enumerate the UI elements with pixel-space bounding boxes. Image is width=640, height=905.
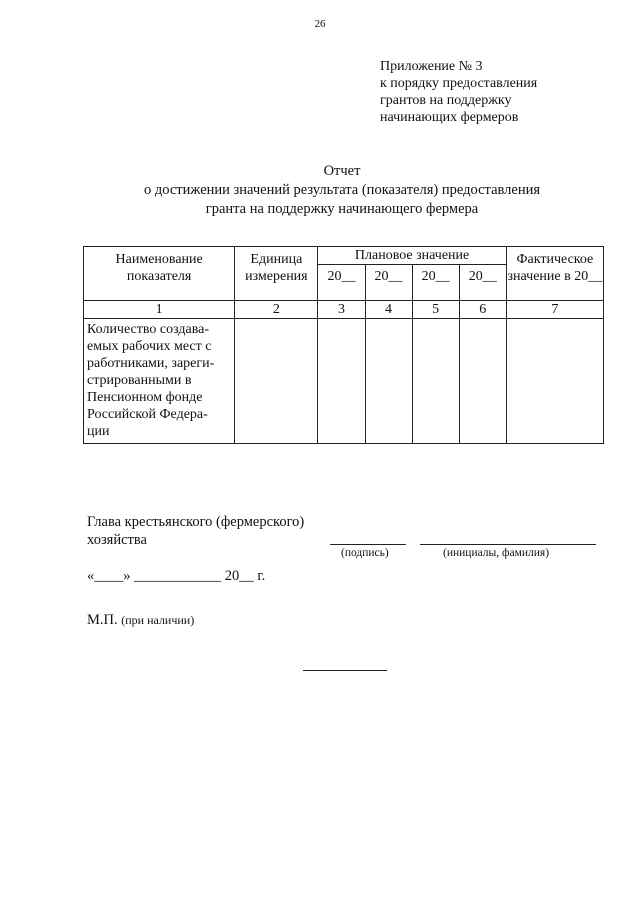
- seal-note: (при наличии): [121, 613, 195, 627]
- head-of-farm-label: [87, 513, 304, 549]
- name-caption: (инициалы, фамилия): [443, 547, 550, 559]
- column-number-2: 2: [235, 301, 318, 319]
- column-number-3: 3: [318, 301, 365, 319]
- indicator-name-cell: Количество создава- емых рабочих мест с работниками, зареги- стрированными в Пенсионном фонде Российской Федера- ции: [84, 319, 235, 444]
- unit-cell[interactable]: [235, 319, 318, 444]
- appendix-line-4: начинающих фермеров: [380, 110, 519, 125]
- header-planned-value: Плановое значение: [318, 247, 506, 265]
- signature-line[interactable]: [330, 544, 406, 545]
- appendix-line-3: грантов на поддержку: [380, 93, 512, 108]
- appendix-line-2: к порядку предоставления: [380, 76, 538, 91]
- plan-value-cell-2[interactable]: [365, 319, 412, 444]
- seal-label: [87, 612, 194, 629]
- appendix-header: [380, 58, 537, 126]
- column-number-1: 1: [84, 301, 235, 319]
- year-cell-1: 20__: [318, 265, 365, 301]
- report-title: [0, 162, 640, 219]
- head-label-line-2: хозяйства: [87, 532, 147, 548]
- seal-text: М.П.: [87, 612, 118, 628]
- head-label-line-1: Глава крестьянского (фермерского): [87, 514, 305, 530]
- name-line[interactable]: [420, 544, 596, 545]
- table-row: [84, 319, 604, 444]
- appendix-line-1: Приложение № 3: [380, 59, 483, 74]
- column-number-7: 7: [506, 301, 603, 319]
- indicator-table: [83, 246, 604, 444]
- plan-value-cell-3[interactable]: [412, 319, 459, 444]
- column-number-4: 4: [365, 301, 412, 319]
- header-actual-value: Фактическое значение в 20__: [506, 247, 603, 301]
- title-line-1: Отчет: [323, 163, 361, 179]
- title-line-2: о достижении значений результата (показателя) предоставления: [143, 182, 541, 198]
- column-number-5: 5: [412, 301, 459, 319]
- header-indicator-name: Наименование показателя: [84, 247, 235, 301]
- year-cell-3: 20__: [412, 265, 459, 301]
- plan-value-cell-4[interactable]: [459, 319, 506, 444]
- end-divider: [303, 670, 387, 671]
- year-cell-2: 20__: [365, 265, 412, 301]
- header-unit: Единица измерения: [235, 247, 318, 301]
- year-cell-4: 20__: [459, 265, 506, 301]
- title-line-3: гранта на поддержку начинающего фермера: [205, 201, 479, 217]
- plan-value-cell-1[interactable]: [318, 319, 365, 444]
- page-number: 26: [314, 18, 326, 30]
- actual-value-cell[interactable]: [506, 319, 603, 444]
- signature-caption: (подпись): [341, 547, 389, 559]
- date-line: «____» ____________ 20__ г.: [87, 568, 266, 584]
- column-number-6: 6: [459, 301, 506, 319]
